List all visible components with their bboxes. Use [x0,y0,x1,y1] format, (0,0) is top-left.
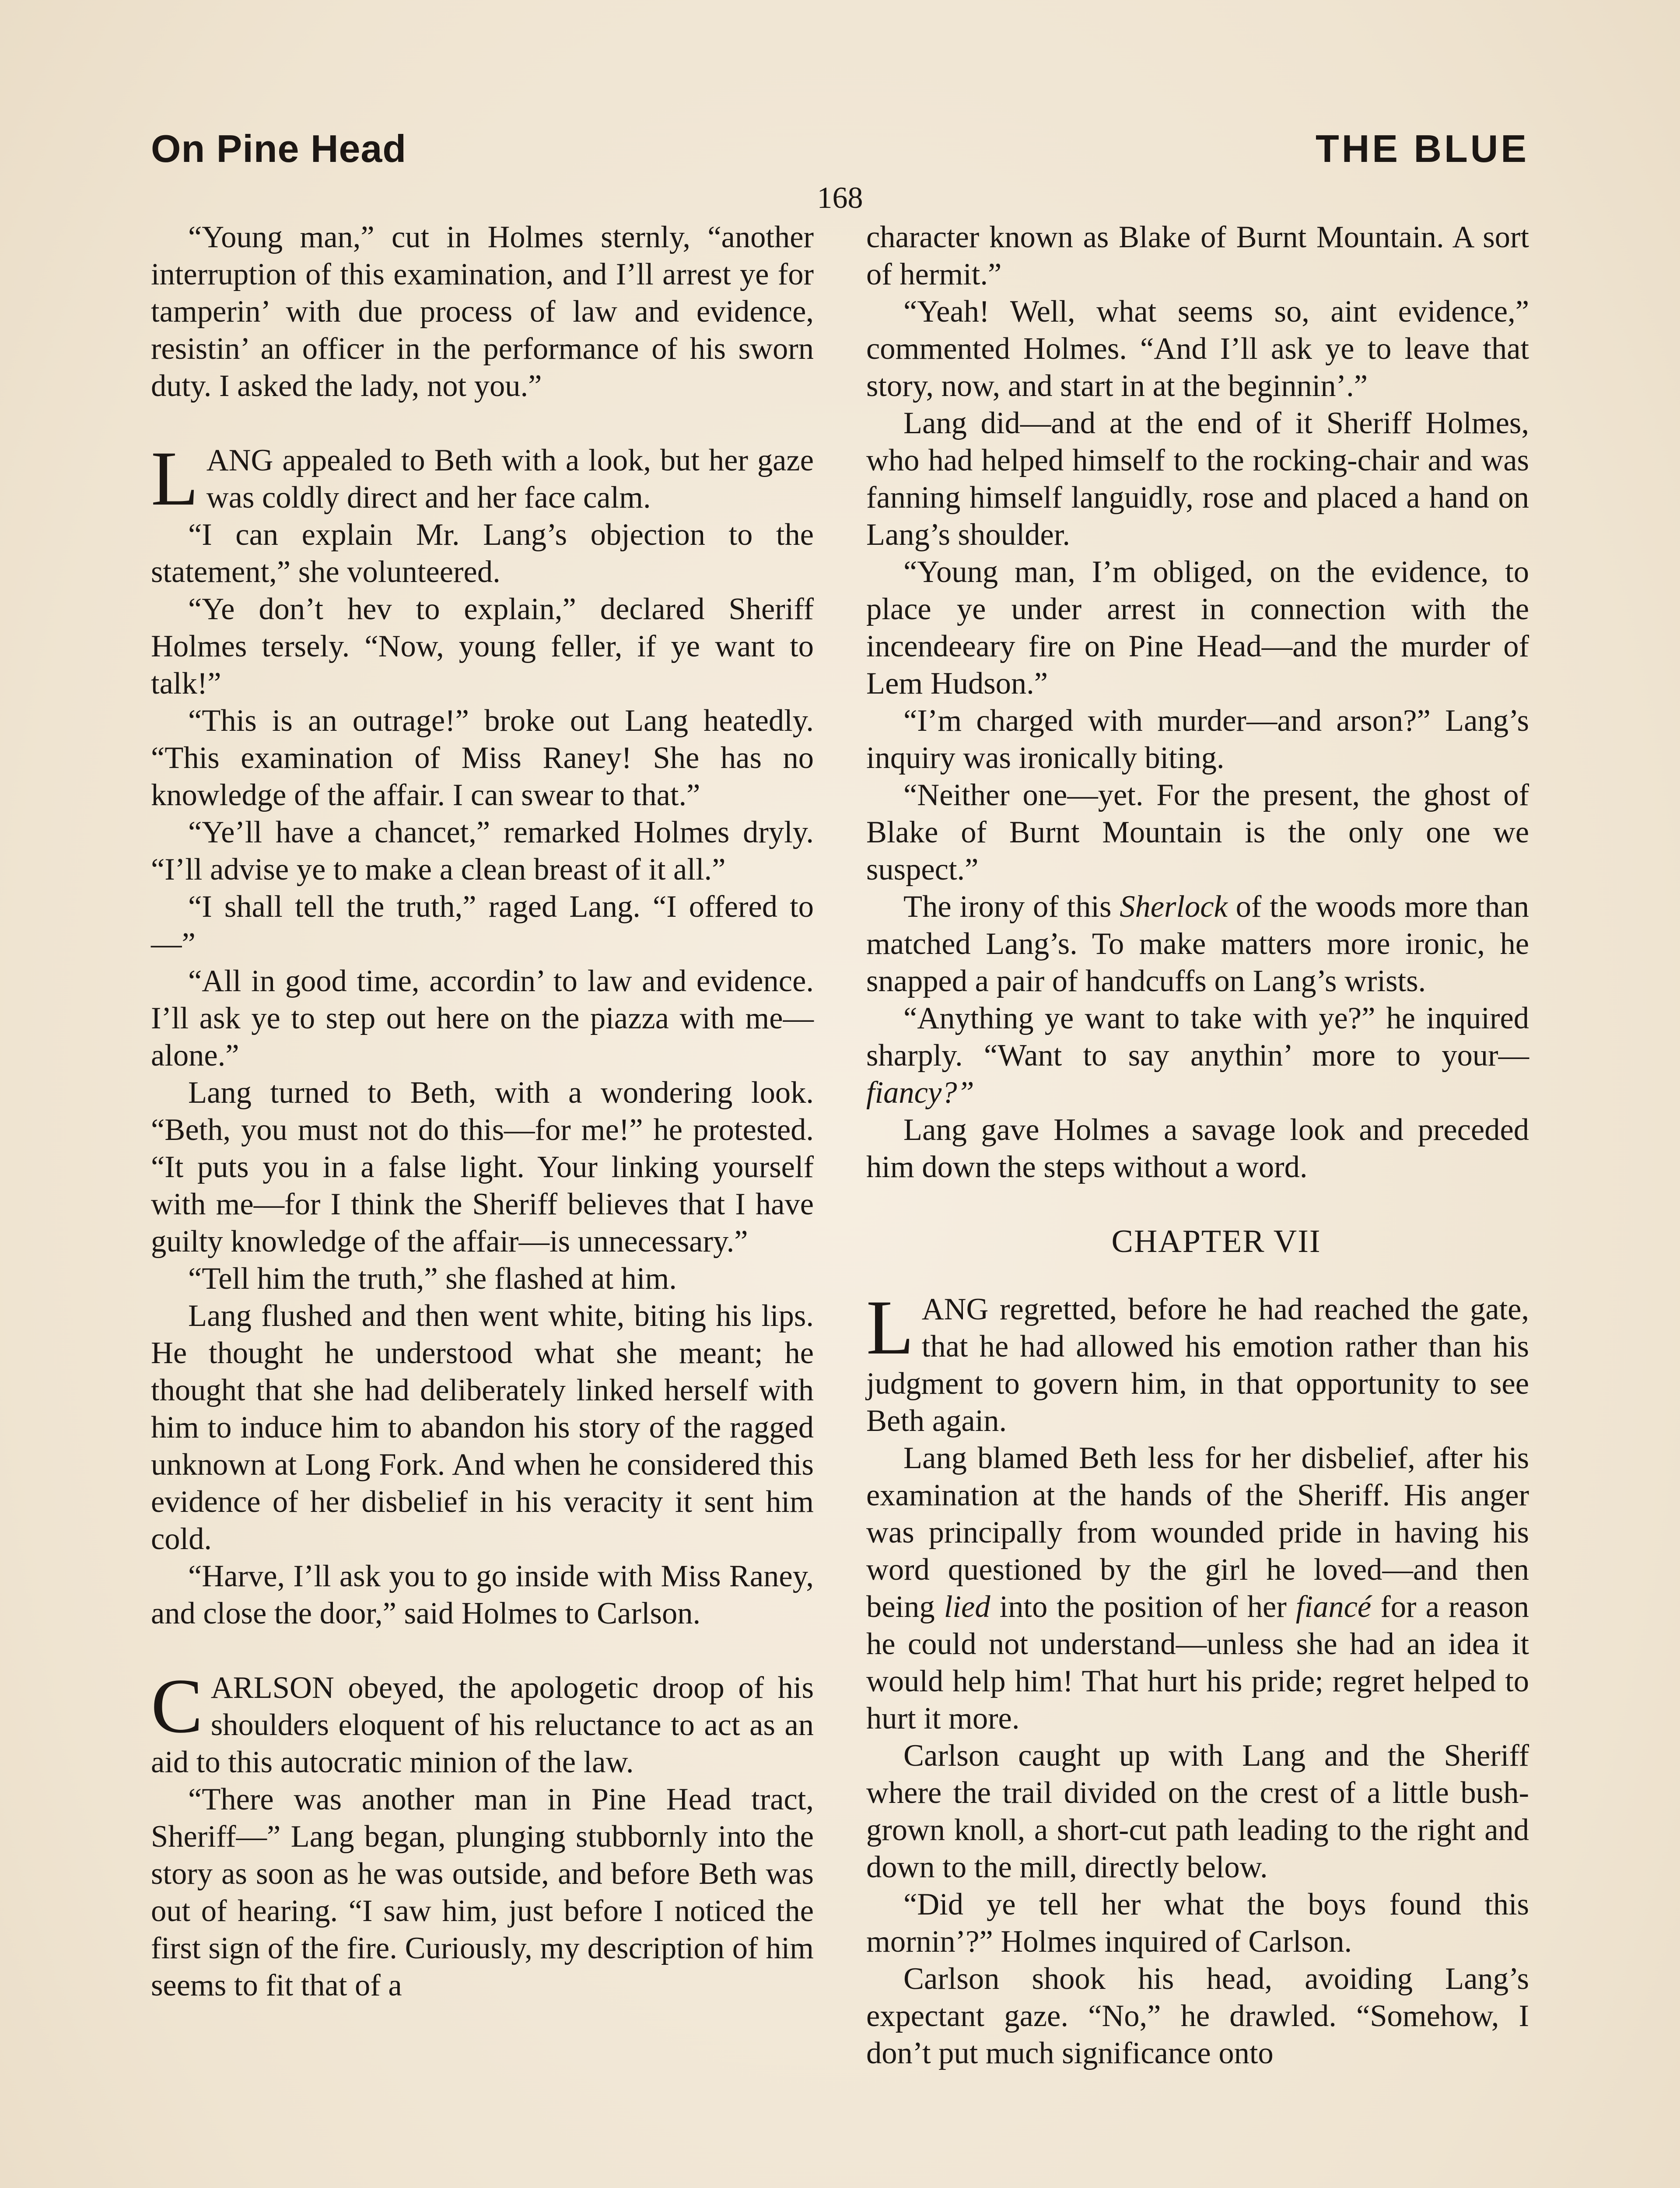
paragraph: “Did ye tell her what the boys found this mornin’?” Holmes inquired of Carlson. [866,1887,1529,1959]
text: “Anything ye want to take with ye?” he inquired sharply. “Want to say anythin’ more to your— [866,1001,1529,1073]
paragraph: “There was another man in Pine Head tract, Sheriff—” Lang began, plunging stubbornly into the story as soon as he was outside, and before Beth was out of hearing. “I saw him, just before I noticed the first sign of the fire. Curiously, my description of him seems to fit that of a [151,1782,814,2002]
text: Lang blamed Beth less for her disbelief, after his examination at the hands of the Sheriff. His anger was principally from wounded pride in having his word questioned by the girl he loved—and then being [866,1441,1529,1624]
paragraph: “All in good time, accordin’ to law and evidence. I’ll ask ye to step out here on the piazza with me—alone.” [151,964,814,1073]
paragraph: Carlson shook his head, avoiding Lang’s expectant gaze. “No,” he drawled. “Somehow, I don’t put much significance onto [866,1962,1529,2070]
paragraph-text: ANG regretted, before he had reached the gate, that he had allowed his emotion rather than his judgment to govern him, in that opportunity to see Beth again. [866,1292,1529,1438]
paragraph: “Neither one—yet. For the present, the ghost of Blake of Burnt Mountain is the only one we suspect.” [866,778,1529,887]
paragraph: “Ye don’t hev to explain,” declared Sheriff Holmes tersely. “Now, young feller, if ye want to talk!” [151,592,814,701]
paragraph-text: ANG appealed to Beth with a look, but her gaze was coldly direct and her face calm. [206,443,814,515]
paragraph: Lang turned to Beth, with a wondering look. “Beth, you must not do this—for me!” he protested. “It puts you in a false light. Your linking yourself with me—for I think the Sheriff believes that I have guilty knowledge of the affair—is unnecessary.” [151,1076,814,1259]
running-title-left: On Pine Head [151,127,407,170]
paragraph: “Young man, I’m obliged, on the evidence, to place ye under arrest in connection with the incendeeary fire on Pine Head—and the murder of Lem Hudson.” [866,555,1529,701]
left-column [151,219,814,2004]
paragraph: “I’m charged with murder—and arson?” Lang’s inquiry was ironically biting. [866,704,1529,775]
text: The irony of this [903,890,1120,924]
paragraph-dropcap [866,1284,1529,1440]
paragraph: Lang flushed and then went white, biting his lips. He thought he understood what she meant; he thought that she had deliberately linked herself with him to induce him to abandon his story of the ragged unknown at Long Fork. And when he considered this evidence of her disbelief in his veracity it sent him cold. [151,1299,814,1556]
paragraph: Lang gave Holmes a savage look and preceded him down the steps without a word. [866,1113,1529,1184]
italic-text: fiancy?” [866,1076,974,1110]
drop-cap: L [866,1284,914,1371]
paragraph: “Ye’ll have a chancet,” remarked Holmes dryly. “I’ll advise ye to make a clean breast of it all.” [151,815,814,887]
paragraph: “Tell him the truth,” she flashed at him. [188,1262,677,1296]
paragraph [866,1440,1529,1737]
italic-text: lied [944,1590,990,1624]
paragraph: “This is an outrage!” broke out Lang heatedly. “This examination of Miss Raney! She has no knowledge of the affair. I can swear to that.” [151,704,814,812]
drop-cap: C [151,1662,203,1749]
page-number: 168 [817,181,863,215]
paragraph: “I shall tell the truth,” raged Lang. “I offered to—” [151,890,814,961]
paragraph: “Harve, I’ll ask you to go inside with Miss Raney, and close the door,” said Holmes to Carlson. [151,1559,814,1630]
paragraph: character known as Blake of Burnt Mountain. A sort of hermit.” [866,220,1529,291]
italic-text: Sherlock [1120,890,1228,924]
paragraph-dropcap [151,1662,814,1781]
paragraph-text: ARLSON obeyed, the apologetic droop of his shoulders eloquent of his reluctance to act as an aid to this autocratic minion of the law. [151,1671,814,1779]
paragraph: “I can explain Mr. Lang’s objection to the statement,” she volunteered. [151,518,814,589]
chapter-heading: CHAPTER VII [1111,1224,1321,1259]
paragraph: “Yeah! Well, what seems so, aint evidence,” commented Holmes. “And I’ll ask ye to leave that story, now, and start in at the beginnin’.” [866,295,1529,403]
paragraph [866,888,1529,1000]
text: into the position of her [990,1590,1296,1624]
text: of the woods more than matched Lang’s. To make matters more ironic, he snapped a pair of handcuffs on Lang’s wrists. [866,890,1529,998]
paragraph: Carlson caught up with Lang and the Sheriff where the trail divided on the crest of a little bush-grown knoll, a short-cut path leading to the right and down to the mill, directly below. [866,1739,1529,1884]
running-title-right: THE BLUE [1316,127,1529,170]
paragraph-dropcap [151,435,814,522]
italic-text: fiancé [1295,1590,1372,1624]
paragraph: “Young man,” cut in Holmes sternly, “another interruption of this examination, and I’ll arrest ye for tamperin’ with due process of law and evidence, resistin’ an officer in the performance of his sworn duty. I asked the lady, not you.” [151,220,814,403]
text: for a reason he could not understand—unless she had an idea it would help him! That hurt his pride; regret helped to hurt it more. [866,1590,1530,1736]
drop-cap: L [151,435,199,522]
paragraph: Lang did—and at the end of it Sheriff Holmes, who had helped himself to the rocking-chair and was fanning himself languidly, rose and placed a hand on Lang’s shoulder. [866,406,1529,552]
right-column [866,219,1529,2072]
paragraph [866,1000,1529,1112]
